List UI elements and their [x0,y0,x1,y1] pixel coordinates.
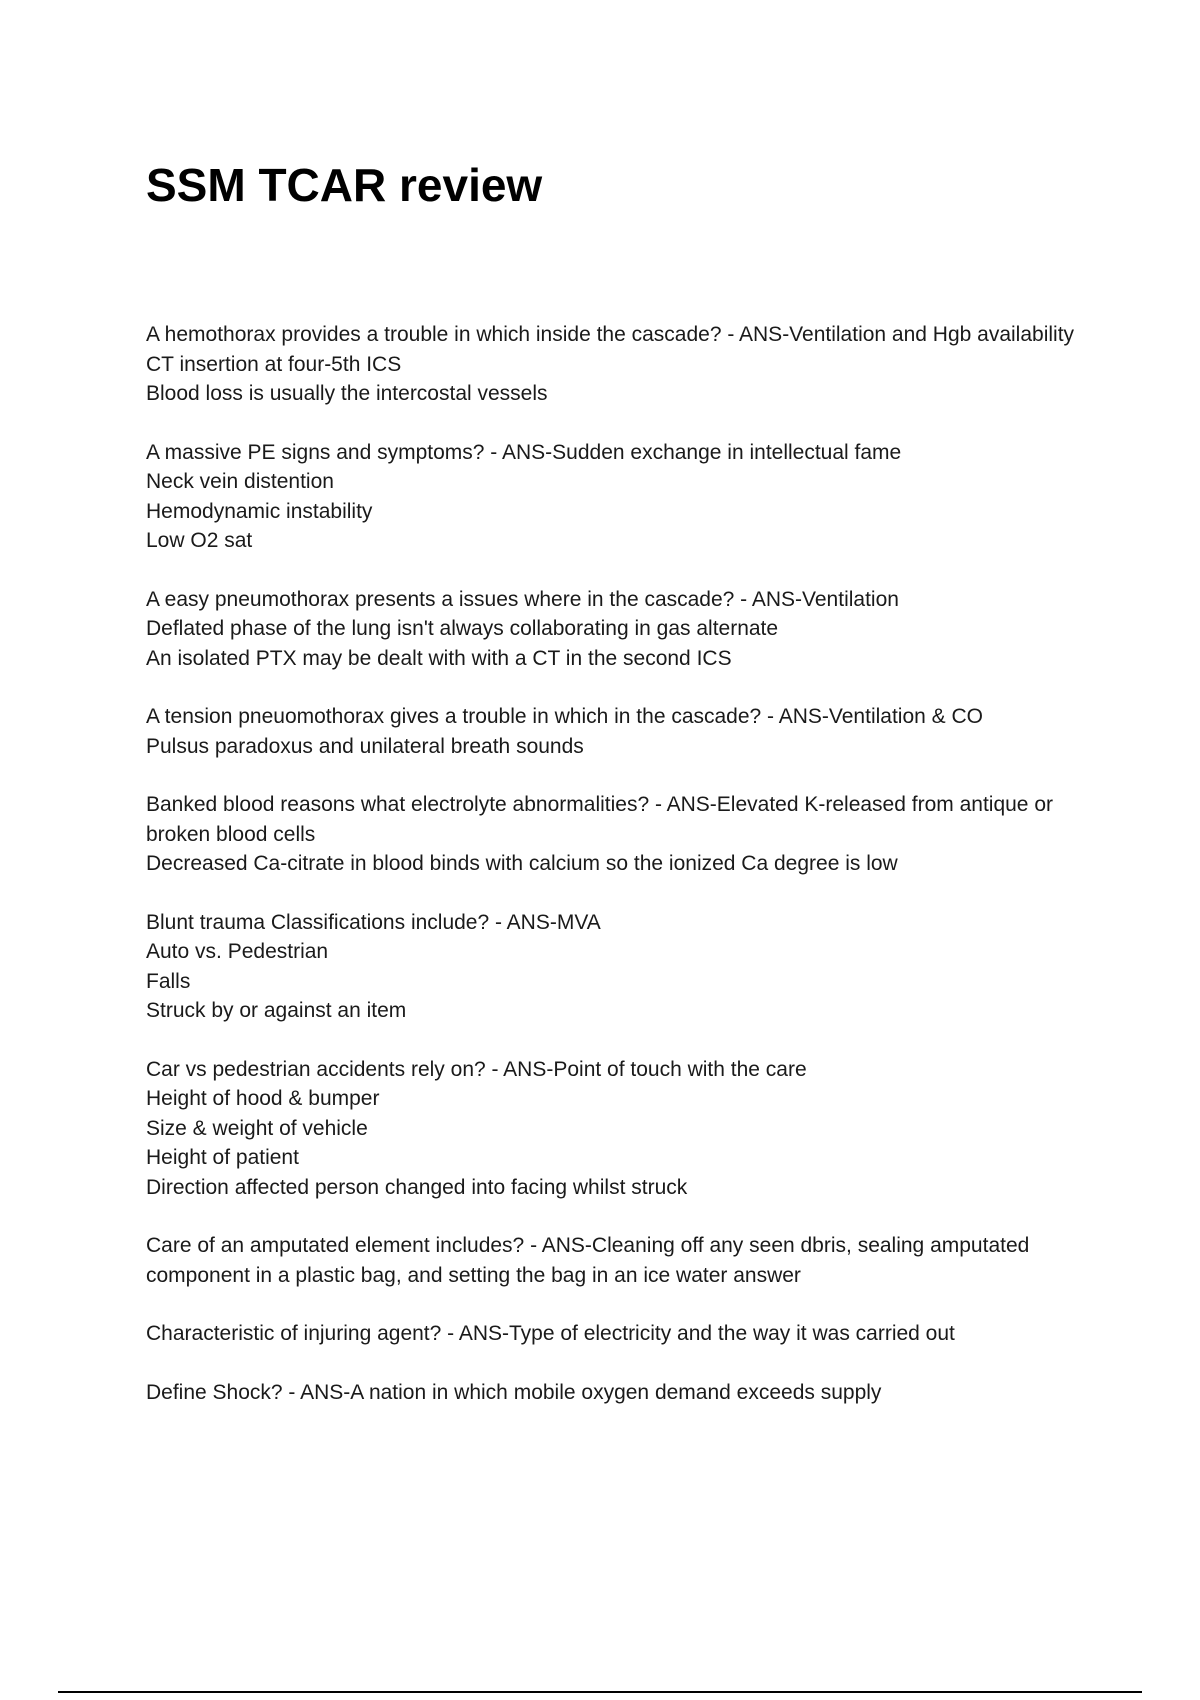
qa-line: Blunt trauma Classifications include? - ANS-MVA [146,910,601,934]
qa-line: Height of patient [146,1146,299,1169]
qa-entry [146,702,1096,761]
document-title: SSM TCAR review [146,159,543,211]
qa-line: A hemothorax provides a trouble in which inside the cascade? - ANS-Ventilation and Hgb availability [146,323,1075,346]
footer-divider [58,1691,1142,1693]
qa-entry [146,438,1096,556]
qa-line: Auto vs. Pedestrian [146,940,329,963]
qa-line: Hemodynamic instability [146,499,373,523]
qa-list [146,320,1096,1436]
qa-line: Blood loss is usually the intercostal vessels [146,382,548,405]
qa-line: Define Shock? - ANS-A nation in which mobile oxygen demand exceeds supply [146,1380,882,1404]
qa-entry [146,1319,1096,1349]
qa-line: A easy pneumothorax presents a issues where in the cascade? - ANS-Ventilation [146,587,899,611]
qa-line: Low O2 sat [146,529,253,552]
qa-line: Pulsus paradoxus and unilateral breath sounds [146,734,584,758]
qa-line: An isolated PTX may be dealt with with a CT in the second ICS [146,646,732,670]
qa-entry [146,1055,1096,1203]
qa-line: Direction affected person changed into facing whilst struck [146,1175,688,1199]
qa-line: Care of an amputated element includes? - ANS-Cleaning off any seen dbris, sealing amputated component in a plastic bag, and setting the bag in an ice water answer [146,1234,1030,1287]
qa-line: Height of hood & bumper [146,1087,380,1110]
qa-line: Neck vein distention [146,470,334,493]
qa-entry [146,908,1096,1026]
qa-line: Characteristic of injuring agent? - ANS-Type of electricity and the way it was carried out [146,1322,955,1345]
qa-line: A tension pneuomothorax gives a trouble in which in the cascade? - ANS-Ventilation & CO [146,705,983,728]
qa-line: Falls [146,969,191,993]
qa-line: Car vs pedestrian accidents rely on? - ANS-Point of touch with the care [146,1057,807,1081]
qa-line: Deflated phase of the lung isn't always collaborating in gas alternate [146,617,779,640]
qa-line: Banked blood reasons what electrolyte abnormalities? - ANS-Elevated K-released from antique or broken blood cells [146,793,1053,846]
qa-line: CT insertion at four-5th ICS [146,352,402,376]
qa-line: Decreased Ca-citrate in blood binds with calcium so the ionized Ca degree is low [146,852,898,875]
qa-entry [146,320,1096,409]
qa-entry [146,585,1096,674]
qa-entry [146,1231,1096,1290]
qa-line: Size & weight of vehicle [146,1116,368,1140]
qa-entry [146,790,1096,879]
qa-entry [146,1378,1096,1408]
qa-line: Struck by or against an item [146,999,407,1022]
qa-line: A massive PE signs and symptoms? - ANS-Sudden exchange in intellectual fame [146,440,902,464]
